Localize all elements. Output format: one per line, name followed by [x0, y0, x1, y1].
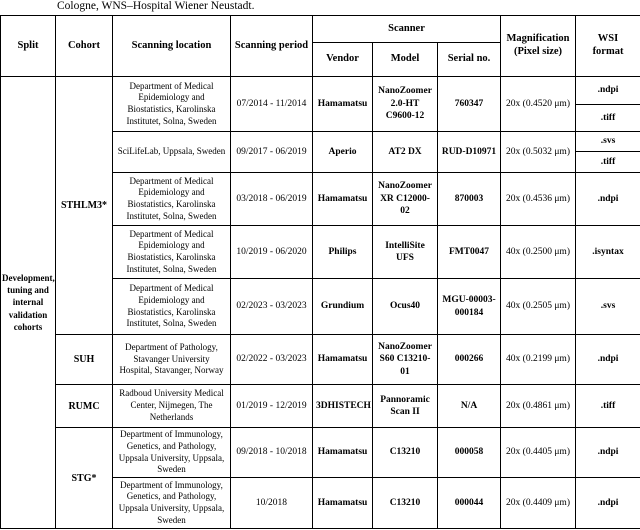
header-scanning-location: Scanning location — [113, 16, 231, 77]
header-serial-no: Serial no. — [438, 43, 501, 77]
cell-cohort-suh: SUH — [56, 335, 113, 385]
cell-wsi-format: .tiff — [576, 105, 640, 132]
cell-period: 09/2018 - 10/2018 — [231, 428, 313, 478]
cell-wsi-format: .ndpi — [576, 335, 640, 385]
header-cohort: Cohort — [56, 16, 113, 77]
cell-magnification: 40x (0.2505 μm) — [501, 279, 576, 335]
cell-serial: 000058 — [438, 428, 501, 478]
cell-vendor: Grundium — [313, 279, 373, 335]
cell-wsi-format: .svs — [576, 279, 640, 335]
cell-serial: 760347 — [438, 77, 501, 132]
cell-wsi-format: .svs — [576, 132, 640, 152]
cell-magnification: 20x (0.4405 μm) — [501, 428, 576, 478]
header-magnification: Magnification (Pixel size) — [501, 16, 576, 77]
cell-split-group: Development, tuning and internal validation cohorts — [1, 77, 56, 529]
cell-period: 10/2018 — [231, 478, 313, 529]
cell-vendor: Hamamatsu — [313, 77, 373, 132]
cell-wsi-format: .isyntax — [576, 226, 640, 279]
cell-serial: N/A — [438, 385, 501, 428]
cell-magnification: 20x (0.4520 μm) — [501, 77, 576, 132]
cell-model: C13210 — [373, 478, 438, 529]
cell-location: Department of Medical Epidemiology and Biostatistics, Karolinska Institutet, Solna, Sweden — [113, 279, 231, 335]
header-model: Model — [373, 43, 438, 77]
table-row — [1, 77, 640, 105]
cell-location: Department of Immunology, Genetics, and Pathology, Uppsala University, Uppsala, Sweden — [113, 428, 231, 478]
cell-model: NanoZoomer S60 C13210-01 — [373, 335, 438, 385]
cell-serial: FMT0047 — [438, 226, 501, 279]
cell-wsi-format: .ndpi — [576, 77, 640, 105]
cell-location: Department of Medical Epidemiology and Biostatistics, Karolinska Institutet, Solna, Sweden — [113, 77, 231, 132]
cell-magnification: 20x (0.4536 μm) — [501, 173, 576, 226]
header-scanner: Scanner — [313, 16, 501, 43]
cell-serial: MGU-00003-000184 — [438, 279, 501, 335]
cell-model: NanoZoomer XR C12000-02 — [373, 173, 438, 226]
cell-location: Department of Medical Epidemiology and Biostatistics, Karolinska Institutet, Solna, Sweden — [113, 226, 231, 279]
table-row — [1, 385, 640, 428]
cell-serial: RUD-D10971 — [438, 132, 501, 173]
cell-period: 02/2023 - 03/2023 — [231, 279, 313, 335]
cell-period: 03/2018 - 06/2019 — [231, 173, 313, 226]
cell-cohort-stg: STG* — [56, 428, 113, 529]
header-vendor: Vendor — [313, 43, 373, 77]
cell-magnification: 40x (0.2500 μm) — [501, 226, 576, 279]
cell-location: SciLifeLab, Uppsala, Sweden — [113, 132, 231, 173]
table-row — [1, 428, 640, 478]
cell-model: NanoZoomer 2.0-HT C9600-12 — [373, 77, 438, 132]
cell-location: Department of Medical Epidemiology and Biostatistics, Karolinska Institutet, Solna, Sweden — [113, 173, 231, 226]
header-wsi-format: WSI format — [576, 16, 640, 77]
cell-vendor: Hamamatsu — [313, 173, 373, 226]
cell-location: Department of Immunology, Genetics, and Pathology, Uppsala University, Uppsala, Sweden — [113, 478, 231, 529]
table-row — [1, 335, 640, 385]
cell-period: 09/2017 - 06/2019 — [231, 132, 313, 173]
cell-period: 10/2019 - 06/2020 — [231, 226, 313, 279]
cell-wsi-format: .ndpi — [576, 173, 640, 226]
cell-vendor: Hamamatsu — [313, 478, 373, 529]
cell-wsi-format: .tiff — [576, 385, 640, 428]
cell-serial: 000266 — [438, 335, 501, 385]
cell-wsi-format: .ndpi — [576, 428, 640, 478]
cell-location: Radboud University Medical Center, Nijmegen, The Netherlands — [113, 385, 231, 428]
cell-model: Ocus40 — [373, 279, 438, 335]
cell-period: 02/2022 - 03/2023 — [231, 335, 313, 385]
cell-serial: 870003 — [438, 173, 501, 226]
cell-cohort-rumc: RUMC — [56, 385, 113, 428]
cell-model: C13210 — [373, 428, 438, 478]
cell-serial: 000044 — [438, 478, 501, 529]
cell-vendor: Philips — [313, 226, 373, 279]
cell-period: 07/2014 - 11/2014 — [231, 77, 313, 132]
cell-model: Pannoramic Scan II — [373, 385, 438, 428]
scanner-overview-table — [0, 15, 640, 529]
cell-vendor: Hamamatsu — [313, 428, 373, 478]
header-split: Split — [1, 16, 56, 77]
cell-model: IntelliSite UFS — [373, 226, 438, 279]
cell-period: 01/2019 - 12/2019 — [231, 385, 313, 428]
cell-model: AT2 DX — [373, 132, 438, 173]
cell-magnification: 20x (0.5032 μm) — [501, 132, 576, 173]
cell-vendor: Aperio — [313, 132, 373, 173]
cell-magnification: 20x (0.4861 μm) — [501, 385, 576, 428]
cell-vendor: 3DHISTECH — [313, 385, 373, 428]
cell-magnification: 20x (0.4409 μm) — [501, 478, 576, 529]
table-caption-tail: Cologne, WNS–Hospital Wiener Neustadt. — [57, 0, 255, 12]
header-scanning-period: Scanning period — [231, 16, 313, 77]
cell-cohort-sthlm3: STHLM3* — [56, 77, 113, 335]
cell-wsi-format: .tiff — [576, 152, 640, 173]
cell-wsi-format: .ndpi — [576, 478, 640, 529]
cell-vendor: Hamamatsu — [313, 335, 373, 385]
cell-location: Department of Pathology, Stavanger University Hospital, Stavanger, Norway — [113, 335, 231, 385]
cell-magnification: 40x (0.2199 μm) — [501, 335, 576, 385]
